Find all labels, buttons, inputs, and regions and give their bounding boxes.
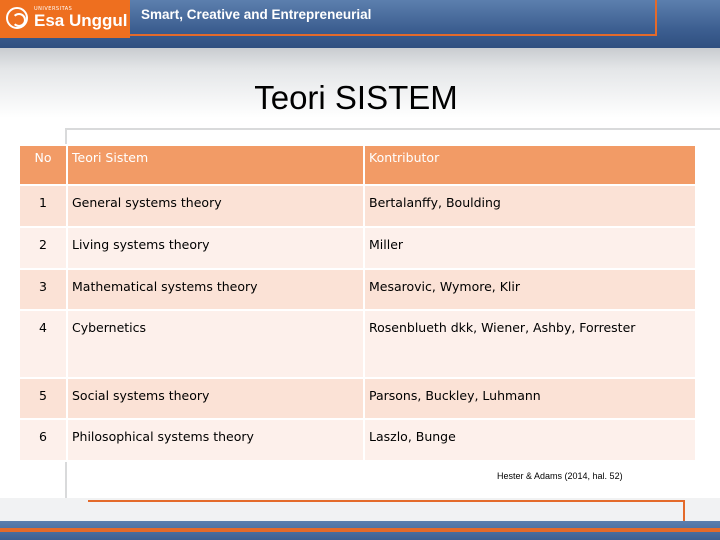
table-row [19, 185, 696, 227]
cell-kontributor: Bertalanffy, Boulding [364, 185, 696, 227]
university-logo [0, 0, 130, 38]
theory-table [18, 144, 697, 462]
slogan: Smart, Creative and Entrepreneurial [141, 7, 372, 22]
table-header-row [19, 145, 696, 185]
cell-kontributor: Laszlo, Bunge [364, 419, 696, 461]
cell-no: 1 [19, 185, 67, 227]
header-divider-vertical [655, 0, 657, 36]
cell-kontributor: Miller [364, 227, 696, 269]
column-header-teori: Teori Sistem [67, 145, 364, 185]
cell-teori: Mathematical systems theory [67, 269, 364, 310]
cell-no: 2 [19, 227, 67, 269]
slide-title: Teori SISTEM [254, 79, 458, 116]
table-row [19, 310, 696, 378]
cell-no: 4 [19, 310, 67, 378]
cell-kontributor: Rosenblueth dkk, Wiener, Ashby, Forrester [364, 310, 696, 378]
cell-no: 3 [19, 269, 67, 310]
cell-teori: General systems theory [67, 185, 364, 227]
table-row [19, 378, 696, 419]
table-row [19, 419, 696, 461]
column-header-kontributor: Kontributor [364, 145, 696, 185]
cell-teori: Living systems theory [67, 227, 364, 269]
table-row [19, 269, 696, 310]
footer-accent-line [0, 528, 720, 532]
column-header-no: No [19, 145, 67, 185]
cell-no: 5 [19, 378, 67, 419]
logo-name: Esa Unggul [34, 11, 128, 30]
header-bar [0, 0, 720, 48]
logo-emblem-icon [6, 7, 28, 29]
header-divider [130, 34, 655, 36]
frame-line-horizontal [65, 128, 720, 130]
cell-no: 6 [19, 419, 67, 461]
cell-kontributor: Mesarovic, Wymore, Klir [364, 269, 696, 310]
cell-teori: Social systems theory [67, 378, 364, 419]
citation: Hester & Adams (2014, hal. 52) [497, 471, 623, 481]
cell-kontributor: Parsons, Buckley, Luhmann [364, 378, 696, 419]
cell-teori: Philosophical systems theory [67, 419, 364, 461]
cell-teori: Cybernetics [67, 310, 364, 378]
table-row [19, 227, 696, 269]
footer-divider [88, 500, 683, 502]
logo-small-text: UNIVERSITAS [34, 6, 73, 12]
